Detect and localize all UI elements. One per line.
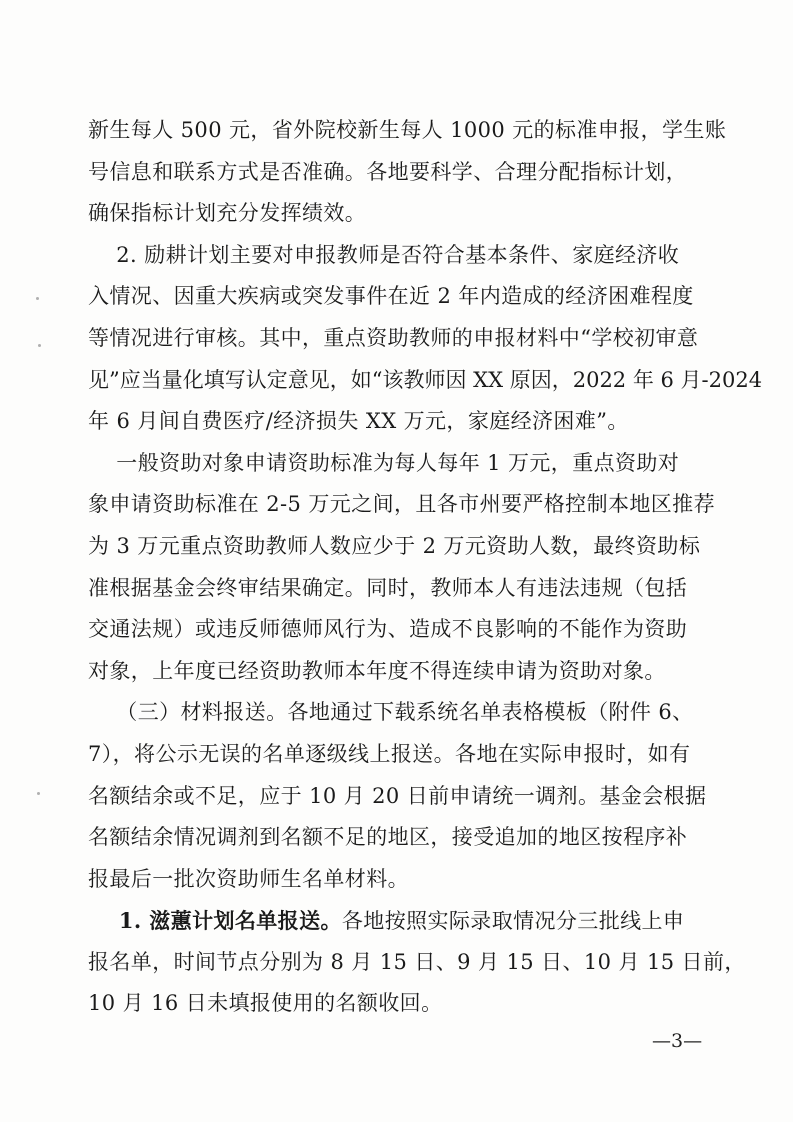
bold-heading: 1. 滋蕙计划名单报送。 bbox=[88, 908, 342, 934]
text-line: 10 月 16 日未填报使用的名额收回。 bbox=[88, 991, 443, 1016]
text-line: 7），将公示无误的名单逐级线上报送。各地在实际申报时，如有 bbox=[88, 741, 691, 766]
text-line: 新生每人 500 元，省外院校新生每人 1000 元的标准申报，学生账 bbox=[88, 118, 727, 142]
text-run: 各地按照实际录取情况分三批线上申 bbox=[341, 909, 685, 934]
text-line: 报名单，时间节点分别为 8 月 15 日、9 月 15 日、10 月 15 日前， bbox=[88, 949, 746, 974]
text-line: 2. 励耕计划主要对申报教师是否符合基本条件、家庭经济收 bbox=[88, 242, 680, 267]
text-line: 为 3 万元重点资助教师人数应少于 2 万元资助人数，最终资助标 bbox=[88, 533, 701, 558]
text-line: 年 6 月间自费医疗/经济损失 XX 万元，家庭经济困难”。 bbox=[88, 409, 629, 434]
text-line: 入情况、因重大疾病或突发事件在近 2 年内造成的经济困难程度 bbox=[88, 284, 694, 309]
text-line: 报最后一批次资助师生名单材料。 bbox=[88, 866, 409, 891]
text-line: 象申请资助标准在 2-5 万元之间，且各市州要严格控制本地区推荐 bbox=[88, 492, 715, 517]
scan-speck bbox=[37, 792, 40, 795]
page-number: —3— bbox=[652, 1030, 703, 1052]
text-line: 名额结余情况调剂到名额不足的地区，接受追加的地区按程序补 bbox=[88, 825, 688, 850]
scan-speck bbox=[38, 344, 41, 347]
text-line: 号信息和联系方式是否准确。各地要科学、合理分配指标计划， bbox=[88, 159, 688, 184]
text-line: 一般资助对象申请资助标准为每人每年 1 万元，重点资助对 bbox=[88, 450, 680, 475]
text-line: 确保指标计划充分发挥绩效。 bbox=[88, 201, 367, 226]
text-line: 名额结余或不足，应于 10 月 20 日前申请统一调剂。基金会根据 bbox=[88, 783, 707, 808]
text-line: 准根据基金会终审结果确定。同时，教师本人有违法违规（包括 bbox=[88, 575, 688, 600]
text-line: 对象，上年度已经资助教师本年度不得连续申请为资助对象。 bbox=[88, 658, 666, 683]
text-line: 等情况进行审核。其中，重点资助教师的申报材料中“学校初审意 bbox=[88, 325, 699, 350]
text-line: 见”应当量化填写认定意见，如“该教师因 XX 原因，2022 年 6 月-2024 bbox=[88, 367, 763, 392]
body-text bbox=[88, 110, 763, 1025]
text-line: 交通法规）或违反师德师风行为、造成不良影响的不能作为资助 bbox=[88, 617, 688, 642]
scan-speck bbox=[36, 297, 39, 300]
text-line: （三）材料报送。各地通过下载系统名单表格模板（附件 6、 bbox=[88, 700, 694, 725]
text-line bbox=[88, 900, 708, 942]
